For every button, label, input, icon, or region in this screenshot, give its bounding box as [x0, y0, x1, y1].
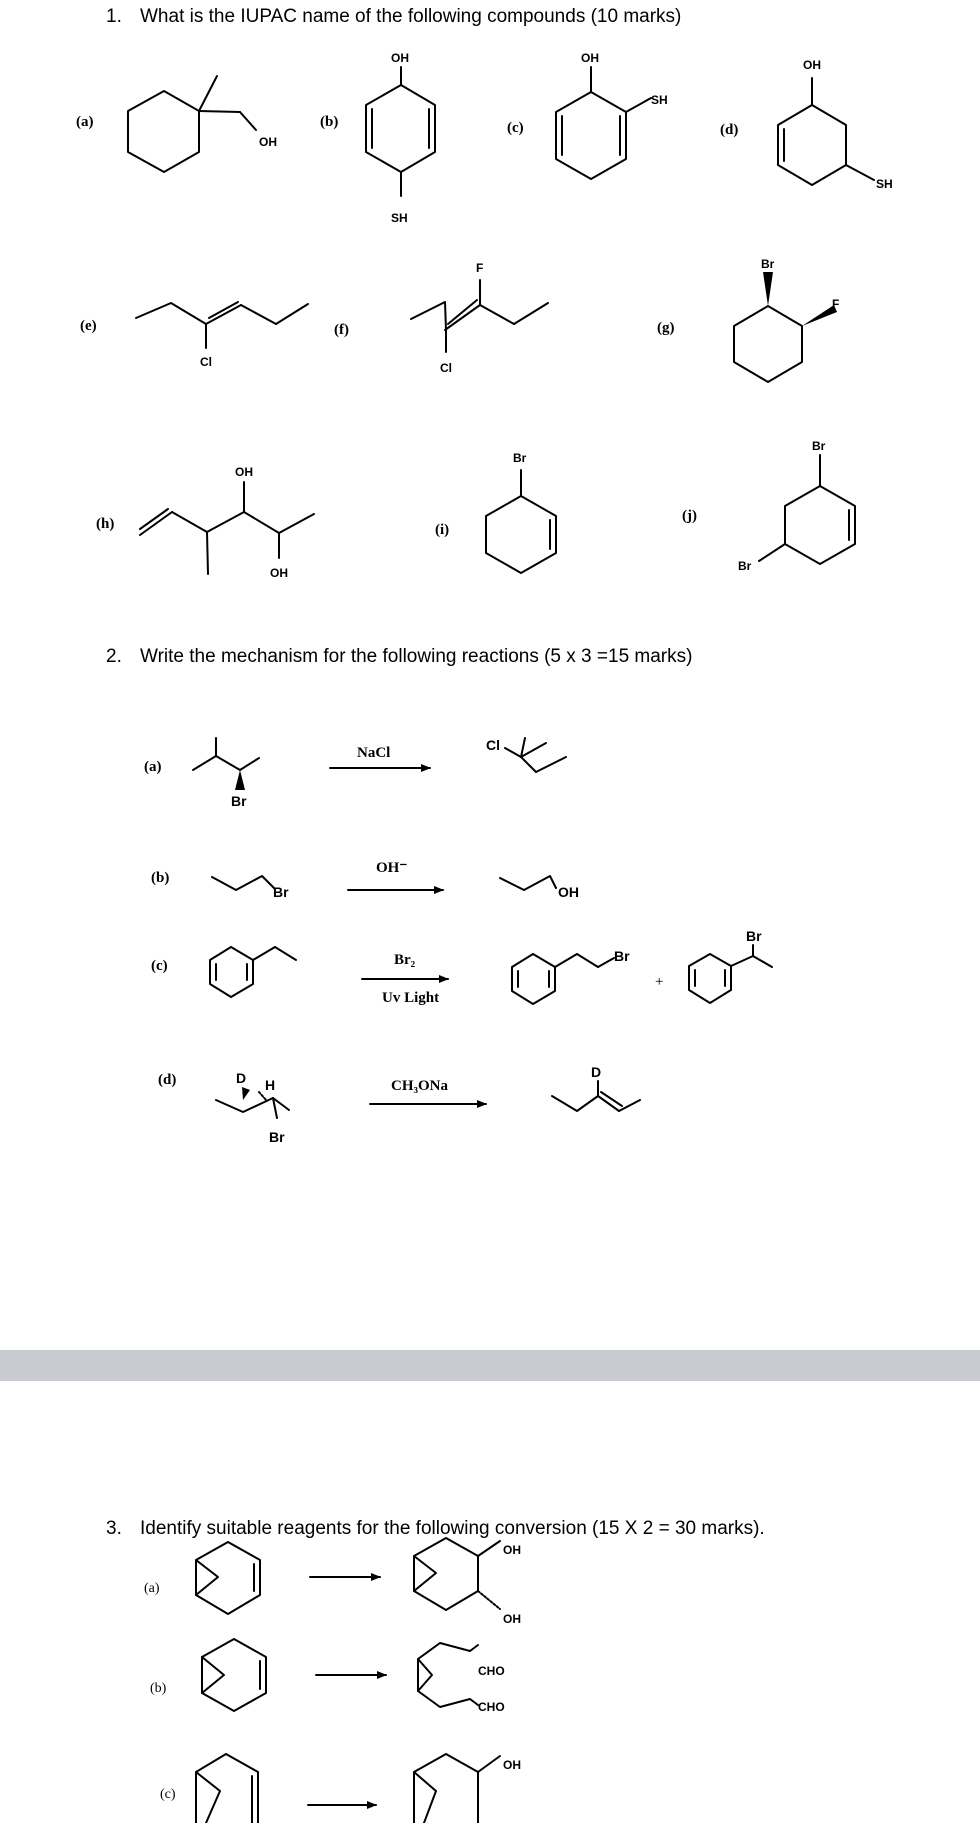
- atom-oh: OH: [581, 51, 599, 65]
- reaction-2d: [216, 1064, 640, 1145]
- atom-oh: OH: [391, 51, 409, 65]
- atom-oh: OH: [803, 58, 821, 72]
- atom-oh: OH: [503, 1758, 521, 1772]
- atom-sh: SH: [391, 211, 408, 225]
- atom-br: Br: [614, 948, 630, 964]
- atom-d: D: [591, 1064, 602, 1080]
- q1-label-c: (c): [507, 120, 524, 136]
- q3-label-b: (b): [150, 1681, 167, 1696]
- atom-d: D: [236, 1070, 247, 1086]
- question-1-number: 1.: [106, 6, 122, 27]
- atom-br: Br: [231, 793, 247, 809]
- question-3-text: Identify suitable reagents for the following conversion (15 X 2 = 30 marks).: [140, 1518, 765, 1539]
- atom-sh: SH: [876, 177, 893, 191]
- plus-sign: +: [655, 974, 664, 990]
- atom-br: Br: [513, 451, 527, 465]
- atom-br: Br: [761, 257, 775, 271]
- q1-label-g: (g): [657, 320, 675, 336]
- q2-label-d: (d): [158, 1072, 177, 1088]
- q1-label-i: (i): [435, 522, 450, 538]
- q1-label-e: (e): [80, 318, 97, 334]
- reaction-2a: [193, 737, 566, 809]
- atom-oh: OH: [235, 465, 253, 479]
- reagent-bromine: Br₂: [394, 952, 416, 968]
- structure-1i: [486, 451, 556, 573]
- structure-1g: [734, 257, 839, 382]
- question-2-text: Write the mechanism for the following reactions (5 x 3 =15 marks): [140, 646, 693, 667]
- atom-f: F: [476, 261, 484, 275]
- q1-label-f: (f): [334, 322, 349, 338]
- atom-sh: SH: [651, 93, 668, 107]
- q3-label-a: (a): [144, 1581, 160, 1596]
- atom-br: Br: [273, 884, 289, 900]
- reagent-sodium-methoxide: CH₃ONa: [391, 1078, 448, 1094]
- atom-f: F: [832, 297, 840, 311]
- structure-1d: [778, 58, 893, 191]
- reagent-uv-light: Uv Light: [382, 990, 440, 1006]
- reaction-2b: [212, 876, 579, 900]
- q3-label-c: (c): [160, 1787, 176, 1802]
- atom-oh: OH: [259, 135, 277, 149]
- atom-br: Br: [812, 439, 826, 453]
- conversion-3c: [196, 1754, 521, 1823]
- q2-label-b: (b): [151, 870, 170, 886]
- atom-cl: Cl: [200, 355, 212, 369]
- q2-label-c: (c): [151, 958, 168, 974]
- atom-oh: OH: [503, 1543, 521, 1557]
- question-1-text: What is the IUPAC name of the following compounds (10 marks): [140, 6, 682, 27]
- conversion-3a: [196, 1538, 521, 1626]
- atom-h: H: [265, 1077, 276, 1093]
- reagent-hydroxide: OH⁻: [376, 860, 408, 876]
- page-divider: [0, 1350, 980, 1381]
- q1-label-a: (a): [76, 114, 94, 130]
- q1-label-h: (h): [96, 516, 115, 532]
- question-2-number: 2.: [106, 646, 122, 667]
- q1-label-b: (b): [320, 114, 339, 130]
- atom-br: Br: [269, 1129, 285, 1145]
- reagent-nacl: NaCl: [357, 745, 391, 761]
- structure-1e: [136, 302, 308, 369]
- structures-page-2: [0, 1381, 980, 1823]
- atom-oh: OH: [503, 1612, 521, 1626]
- atom-cho: CHO: [478, 1700, 505, 1714]
- q2-label-a: (a): [144, 759, 162, 775]
- structure-1b: [366, 51, 435, 225]
- structure-1j: [738, 439, 855, 573]
- q1-label-j: (j): [682, 508, 697, 524]
- atom-oh: OH: [558, 884, 579, 900]
- structure-1a: [128, 76, 277, 172]
- atom-br: Br: [746, 928, 762, 944]
- atom-br: Br: [738, 559, 752, 573]
- structure-1f: [411, 261, 548, 375]
- atom-cho: CHO: [478, 1664, 505, 1678]
- atom-cl: Cl: [486, 737, 500, 753]
- atom-cl: Cl: [440, 361, 452, 375]
- question-3-number: 3.: [106, 1518, 122, 1539]
- atom-oh: OH: [270, 566, 288, 580]
- question-sheet-page-2: [0, 1381, 980, 1823]
- structure-1c: [556, 51, 668, 179]
- conversion-3b: [202, 1639, 505, 1714]
- reaction-2c: [210, 928, 772, 1004]
- structure-1h: [140, 465, 314, 580]
- q1-label-d: (d): [720, 122, 739, 138]
